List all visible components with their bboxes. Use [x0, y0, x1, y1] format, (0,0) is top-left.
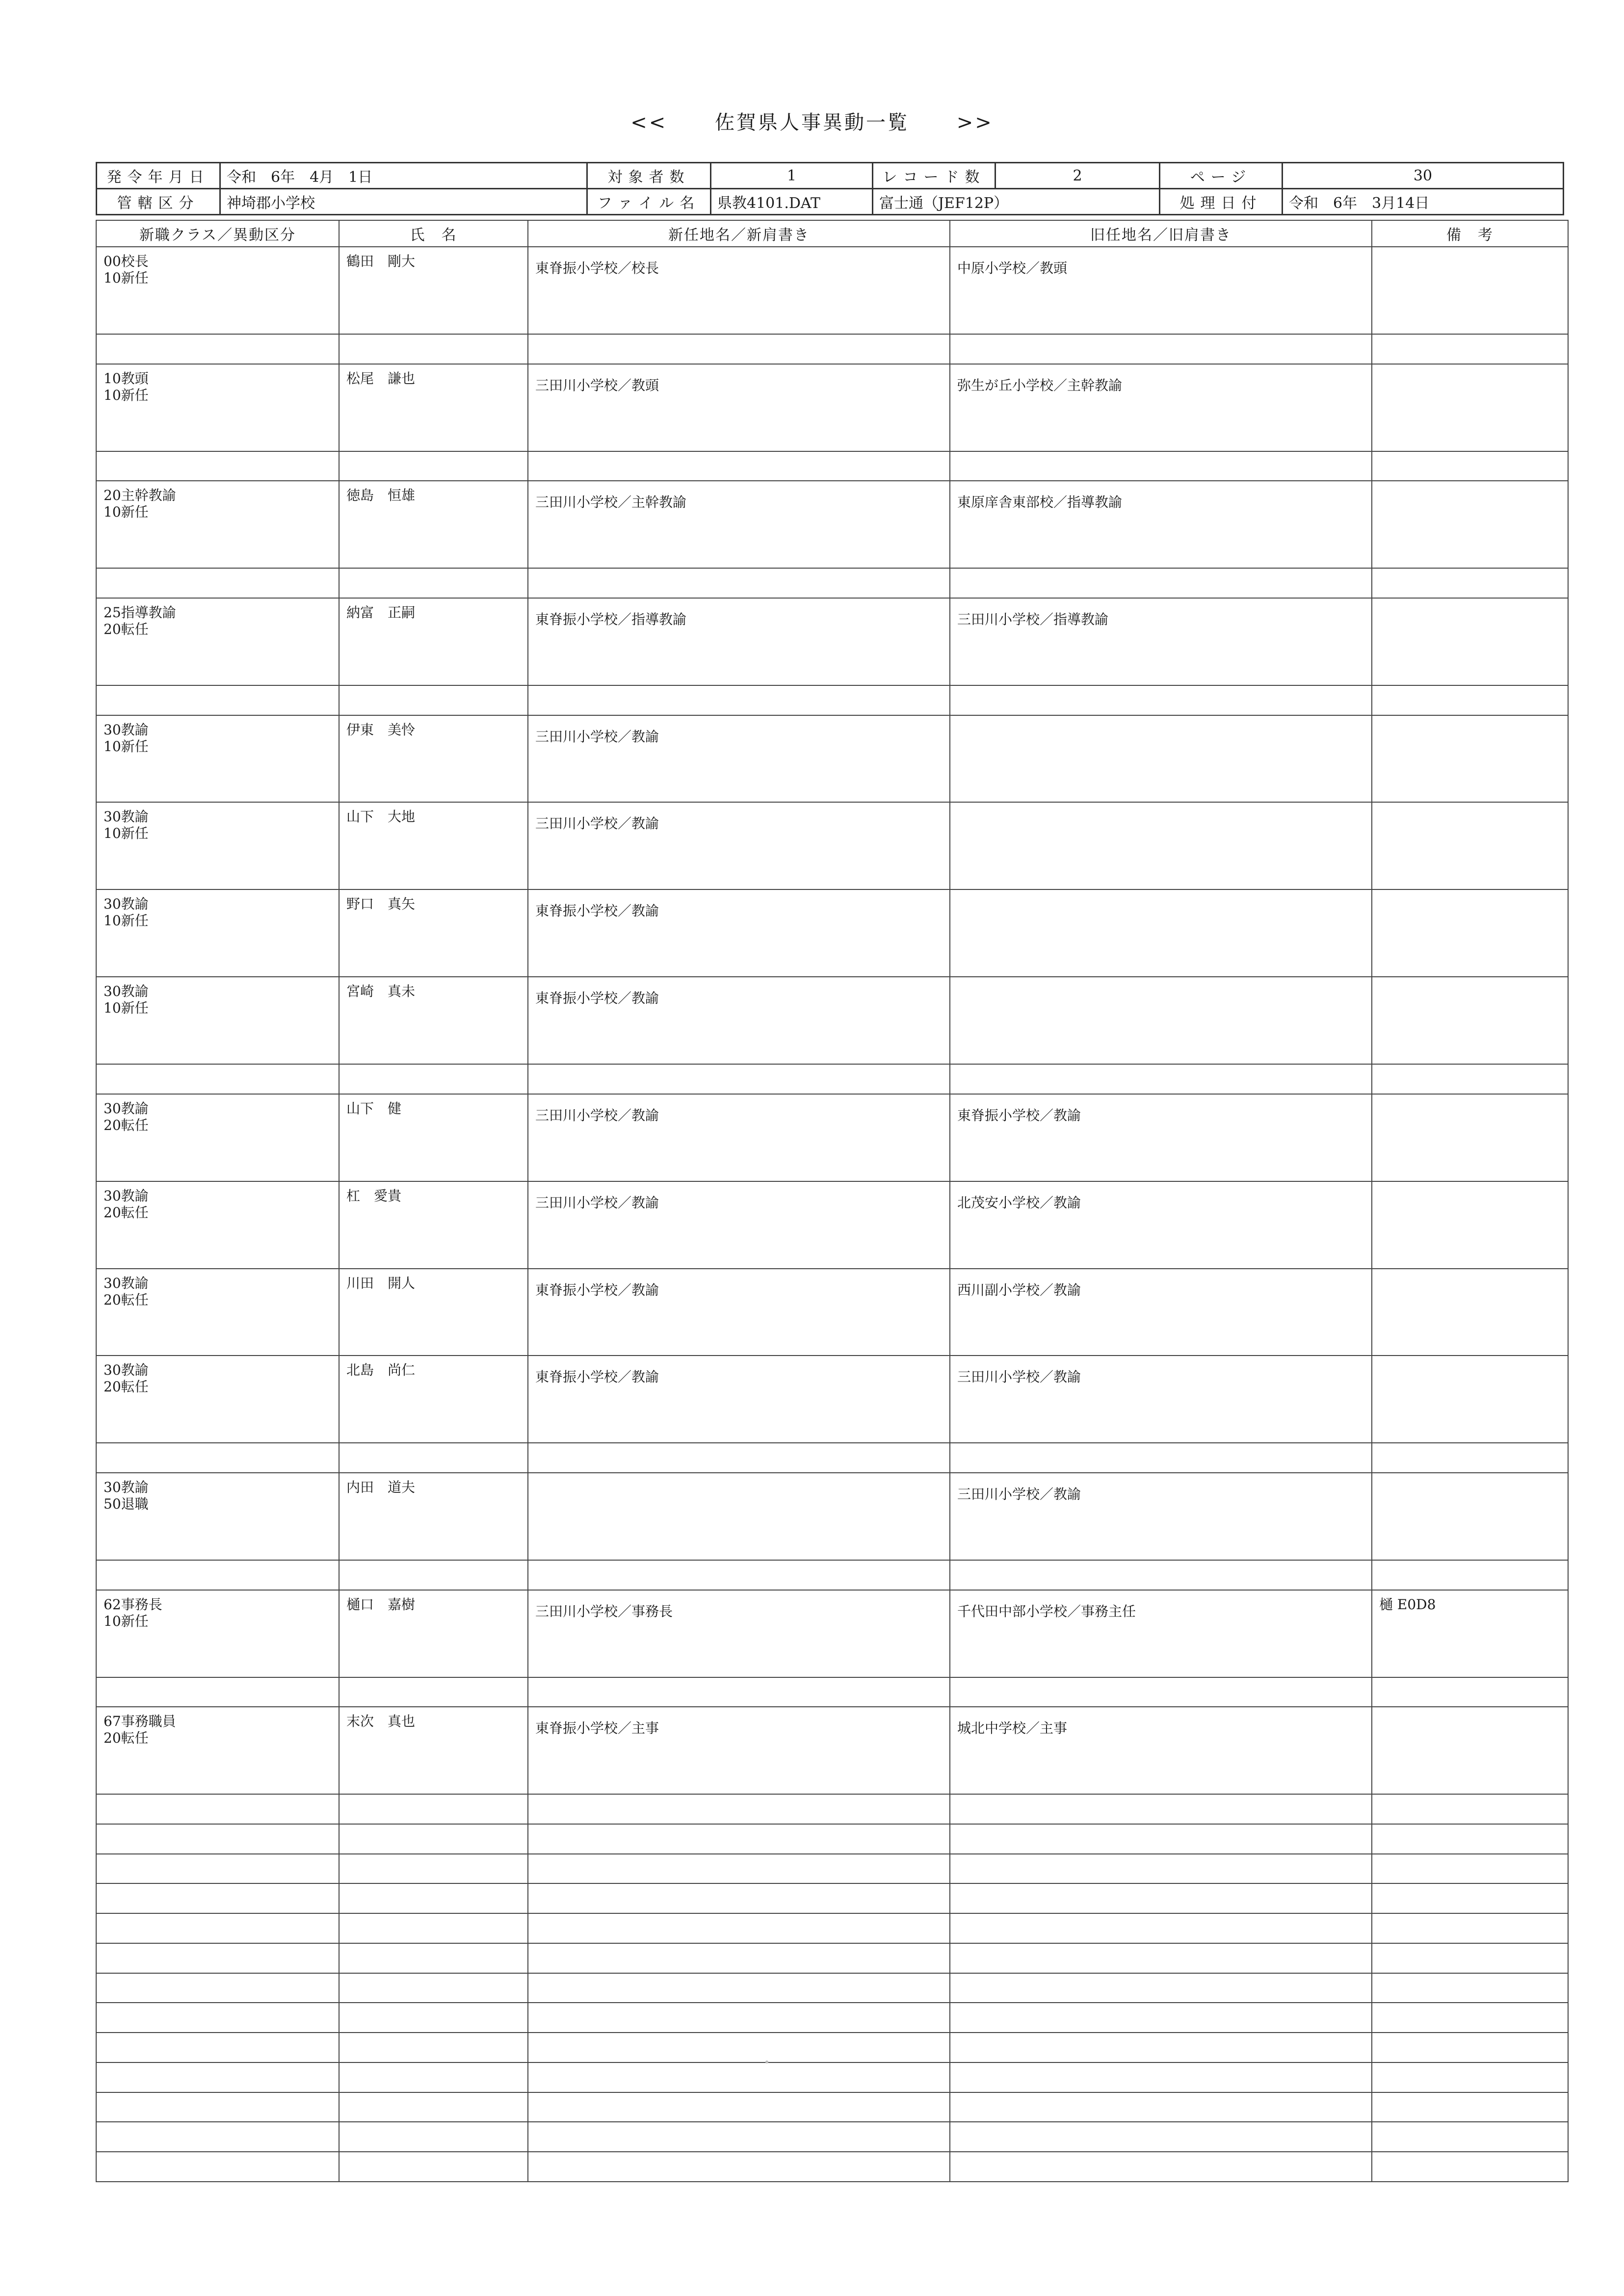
- cell-old-post: [950, 1824, 1372, 1854]
- cell-class: [96, 2003, 339, 2033]
- transfer-type-text: 20転任: [104, 1379, 149, 1395]
- cell-old-post: [950, 2033, 1372, 2062]
- transfer-type-text: 10新任: [104, 825, 149, 842]
- cell-name: [339, 2092, 528, 2122]
- document-title: [0, 107, 1624, 135]
- cell-new-post: [528, 1677, 950, 1707]
- table-header-row: [96, 220, 1568, 247]
- cell-name: [339, 1824, 528, 1854]
- cell-class: [96, 1707, 339, 1794]
- header-row-2: [97, 189, 1564, 215]
- cell-remarks: [1372, 685, 1568, 715]
- table-row: [96, 598, 1568, 685]
- cell-old-post: [950, 568, 1372, 598]
- cell-old-post: [950, 1854, 1372, 1884]
- cell-new-post: 東脊振小学校／校長: [528, 247, 950, 334]
- transfer-type-text: 10新任: [104, 1000, 149, 1017]
- cell-new-post: [528, 1883, 950, 1913]
- file-name-value: 県教4101.DAT: [711, 189, 873, 215]
- table-row: [96, 2092, 1568, 2122]
- table-row: [96, 1181, 1568, 1269]
- cell-class: [96, 1943, 339, 1973]
- cell-class: [96, 1064, 339, 1094]
- cell-class: [96, 1560, 339, 1590]
- cell-remarks: [1372, 1560, 1568, 1590]
- table-row: [96, 2062, 1568, 2092]
- cell-name: 鶴田 剛大: [339, 247, 528, 334]
- cell-remarks: [1372, 568, 1568, 598]
- cell-class: [96, 889, 339, 977]
- cell-name: 杠 愛貴: [339, 1181, 528, 1269]
- cell-new-post: 東脊振小学校／教諭: [528, 977, 950, 1064]
- table-row: [96, 1824, 1568, 1854]
- cell-old-post: [950, 1794, 1372, 1824]
- cell-remarks: [1372, 2062, 1568, 2092]
- cell-name: [339, 1794, 528, 1824]
- cell-remarks: [1372, 2122, 1568, 2152]
- cell-old-post: 東脊振小学校／教諭: [950, 1094, 1372, 1181]
- cell-old-post: [950, 1443, 1372, 1473]
- transfer-type-text: 20転任: [104, 1117, 149, 1133]
- new-class-text: 30教諭: [104, 896, 149, 913]
- table-row: [96, 2122, 1568, 2152]
- cell-remarks: [1372, 334, 1568, 364]
- new-class-text: 30教諭: [104, 1100, 149, 1117]
- new-class-text: 00校長: [104, 253, 149, 269]
- cell-remarks: [1372, 1913, 1568, 1943]
- cell-remarks: [1372, 1794, 1568, 1824]
- table-row: [96, 1913, 1568, 1943]
- transfer-type-text: 10新任: [104, 1613, 149, 1629]
- cell-name: [339, 1443, 528, 1473]
- cell-remarks: [1372, 1094, 1568, 1181]
- table-row: [96, 2033, 1568, 2062]
- cell-old-post: [950, 2152, 1372, 2182]
- cell-remarks: [1372, 1824, 1568, 1854]
- issue-date-value: 令和 6年 4月 1日: [220, 163, 587, 189]
- cell-name: 山下 健: [339, 1094, 528, 1181]
- cell-old-post: [950, 2062, 1372, 2092]
- cell-remarks: [1372, 977, 1568, 1064]
- cell-old-post: [950, 2003, 1372, 2033]
- cell-old-post: [950, 1973, 1372, 2003]
- cell-class: [96, 685, 339, 715]
- cell-name: 川田 開人: [339, 1269, 528, 1356]
- cell-remarks: [1372, 1854, 1568, 1884]
- cell-new-post: [528, 451, 950, 481]
- table-row: [96, 1064, 1568, 1094]
- cell-class: [96, 1356, 339, 1443]
- cell-remarks: [1372, 2003, 1568, 2033]
- cell-new-post: [528, 1064, 950, 1094]
- cell-remarks: [1372, 2092, 1568, 2122]
- transfer-type-text: 20転任: [104, 1204, 149, 1221]
- table-row: [96, 1590, 1568, 1677]
- transfer-type-text: 20転任: [104, 1730, 149, 1747]
- cell-old-post: 三田川小学校／教諭: [950, 1356, 1372, 1443]
- cell-remarks: [1372, 247, 1568, 334]
- cell-old-post: [950, 1677, 1372, 1707]
- cell-old-post: [950, 1064, 1372, 1094]
- cell-new-post: [528, 1913, 950, 1943]
- process-date-value: 令和 6年 3月14日: [1283, 189, 1564, 215]
- cell-remarks: [1372, 1181, 1568, 1269]
- cell-class: [96, 2092, 339, 2122]
- cell-class: [96, 1913, 339, 1943]
- cell-remarks: [1372, 1269, 1568, 1356]
- table-row: [96, 1677, 1568, 1707]
- target-count-label: 対象者数: [587, 163, 711, 189]
- cell-name: 山下 大地: [339, 802, 528, 889]
- table-row: [96, 802, 1568, 889]
- table-row: [96, 568, 1568, 598]
- cell-class: [96, 1269, 339, 1356]
- header-row-1: [97, 163, 1564, 189]
- cell-new-post: 東脊振小学校／教諭: [528, 1356, 950, 1443]
- cell-class: [96, 364, 339, 451]
- cell-name: [339, 568, 528, 598]
- cell-name: 納富 正嗣: [339, 598, 528, 685]
- cell-remarks: [1372, 1356, 1568, 1443]
- cell-new-post: 東脊振小学校／教諭: [528, 889, 950, 977]
- cell-new-post: [528, 568, 950, 598]
- cell-name: [339, 1943, 528, 1973]
- process-date-label: 処理日付: [1160, 189, 1283, 215]
- cell-remarks: [1372, 2152, 1568, 2182]
- cell-name: 徳島 恒雄: [339, 481, 528, 568]
- transfer-type-text: 10新任: [104, 504, 149, 521]
- cell-class: [96, 2122, 339, 2152]
- column-header-name: 氏 名: [339, 220, 528, 247]
- cell-class: [96, 1181, 339, 1269]
- cell-name: [339, 1677, 528, 1707]
- cell-old-post: [950, 2122, 1372, 2152]
- cell-class: [96, 598, 339, 685]
- cell-old-post: 西川副小学校／教諭: [950, 1269, 1372, 1356]
- cell-class: [96, 1973, 339, 2003]
- column-header-remarks: 備 考: [1372, 220, 1568, 247]
- table-row: [96, 1443, 1568, 1473]
- cell-new-post: [528, 2092, 950, 2122]
- cell-name: 松尾 謙也: [339, 364, 528, 451]
- cell-new-post: [528, 334, 950, 364]
- cell-class: [96, 247, 339, 334]
- cell-remarks: 樋 E0D8: [1372, 1590, 1568, 1677]
- cell-new-post: [528, 1473, 950, 1560]
- record-count-label: レコード数: [873, 163, 995, 189]
- cell-name: [339, 1064, 528, 1094]
- cell-old-post: [950, 977, 1372, 1064]
- cell-remarks: [1372, 1677, 1568, 1707]
- cell-remarks: [1372, 481, 1568, 568]
- cell-name: [339, 1913, 528, 1943]
- cell-remarks: [1372, 364, 1568, 451]
- cell-new-post: 三田川小学校／教頭: [528, 364, 950, 451]
- cell-new-post: [528, 1443, 950, 1473]
- cell-class: [96, 1443, 339, 1473]
- table-row: [96, 247, 1568, 334]
- cell-new-post: [528, 1560, 950, 1590]
- cell-class: [96, 1677, 339, 1707]
- cell-name: [339, 1883, 528, 1913]
- cell-class: [96, 2062, 339, 2092]
- cell-remarks: [1372, 1973, 1568, 2003]
- cell-name: 末次 真也: [339, 1707, 528, 1794]
- cell-remarks: [1372, 889, 1568, 977]
- cell-remarks: [1372, 451, 1568, 481]
- transfer-type-text: 10新任: [104, 270, 149, 286]
- cell-new-post: [528, 1824, 950, 1854]
- cell-new-post: [528, 2122, 950, 2152]
- cell-new-post: 東脊振小学校／主事: [528, 1707, 950, 1794]
- table-row: [96, 685, 1568, 715]
- cell-class: [96, 1473, 339, 1560]
- cell-new-post: [528, 2003, 950, 2033]
- cell-old-post: [950, 715, 1372, 803]
- table-row: [96, 1473, 1568, 1560]
- cell-remarks: [1372, 1883, 1568, 1913]
- cell-remarks: [1372, 802, 1568, 889]
- new-class-text: 30教諭: [104, 721, 149, 738]
- transfer-type-text: 50退職: [104, 1496, 149, 1513]
- cell-class: [96, 1883, 339, 1913]
- cell-old-post: [950, 802, 1372, 889]
- table-row: [96, 715, 1568, 803]
- scan-speck: [765, 2061, 768, 2063]
- cell-new-post: [528, 2033, 950, 2062]
- new-class-text: 20主幹教諭: [104, 487, 176, 504]
- cell-remarks: [1372, 715, 1568, 803]
- transfer-type-text: 10新任: [104, 913, 149, 929]
- table-row: [96, 481, 1568, 568]
- cell-name: 内田 道夫: [339, 1473, 528, 1560]
- cell-name: [339, 1560, 528, 1590]
- cell-name: 伊東 美怜: [339, 715, 528, 803]
- cell-new-post: [528, 1794, 950, 1824]
- cell-old-post: 弥生が丘小学校／主幹教諭: [950, 364, 1372, 451]
- new-class-text: 30教諭: [104, 1187, 149, 1204]
- jurisdiction-label: 管轄区分: [97, 189, 220, 215]
- title-text: 佐賀県人事異動一覧: [715, 111, 909, 134]
- cell-name: [339, 2122, 528, 2152]
- column-header-class: 新職クラス／異動区分: [96, 220, 339, 247]
- cell-class: [96, 1590, 339, 1677]
- cell-old-post: [950, 1943, 1372, 1973]
- table-row: [96, 1973, 1568, 2003]
- table-row: [96, 2003, 1568, 2033]
- cell-name: 宮崎 真未: [339, 977, 528, 1064]
- cell-new-post: 三田川小学校／教諭: [528, 715, 950, 803]
- cell-old-post: 城北中学校／主事: [950, 1707, 1372, 1794]
- cell-new-post: 三田川小学校／教諭: [528, 802, 950, 889]
- cell-old-post: [950, 2092, 1372, 2122]
- jurisdiction-value: 神埼郡小学校: [220, 189, 587, 215]
- cell-name: 北島 尚仁: [339, 1356, 528, 1443]
- cell-class: [96, 2152, 339, 2182]
- cell-old-post: 千代田中部小学校／事務主任: [950, 1590, 1372, 1677]
- table-row: [96, 1943, 1568, 1973]
- table-row: [96, 1356, 1568, 1443]
- cell-class: [96, 1094, 339, 1181]
- cell-remarks: [1372, 598, 1568, 685]
- cell-new-post: 東脊振小学校／教諭: [528, 1269, 950, 1356]
- cell-old-post: 東原庠舎東部校／指導教諭: [950, 481, 1372, 568]
- table-row: [96, 2152, 1568, 2182]
- cell-remarks: [1372, 1064, 1568, 1094]
- cell-old-post: [950, 889, 1372, 977]
- title-left-mark: <<: [630, 111, 668, 134]
- cell-class: [96, 1824, 339, 1854]
- table-row: [96, 889, 1568, 977]
- cell-new-post: [528, 1973, 950, 2003]
- new-class-text: 25指導教諭: [104, 604, 176, 621]
- cell-name: 樋口 嘉樹: [339, 1590, 528, 1677]
- table-row: [96, 1794, 1568, 1824]
- cell-name: [339, 2003, 528, 2033]
- cell-old-post: 中原小学校／教頭: [950, 247, 1372, 334]
- cell-old-post: 三田川小学校／指導教諭: [950, 598, 1372, 685]
- cell-name: [339, 2033, 528, 2062]
- cell-new-post: 三田川小学校／事務長: [528, 1590, 950, 1677]
- target-count-value: 1: [711, 163, 873, 189]
- cell-old-post: [950, 451, 1372, 481]
- cell-old-post: [950, 334, 1372, 364]
- cell-name: [339, 2062, 528, 2092]
- cell-class: [96, 715, 339, 803]
- file-name-label: ファイル名: [587, 189, 711, 215]
- new-class-text: 67事務職員: [104, 1713, 176, 1730]
- cell-new-post: 東脊振小学校／指導教諭: [528, 598, 950, 685]
- cell-new-post: 三田川小学校／教諭: [528, 1094, 950, 1181]
- table-row: [96, 1883, 1568, 1913]
- new-class-text: 10教頭: [104, 370, 149, 387]
- cell-new-post: [528, 1854, 950, 1884]
- cell-class: [96, 1794, 339, 1824]
- cell-remarks: [1372, 2033, 1568, 2062]
- table-row: [96, 334, 1568, 364]
- cell-old-post: [950, 1913, 1372, 1943]
- cell-name: 野口 真矢: [339, 889, 528, 977]
- cell-class: [96, 568, 339, 598]
- cell-class: [96, 802, 339, 889]
- cell-name: [339, 685, 528, 715]
- system-value: 富士通（JEF12P）: [873, 189, 1160, 215]
- table-row: [96, 451, 1568, 481]
- page-value: 30: [1283, 163, 1564, 189]
- cell-class: [96, 451, 339, 481]
- new-class-text: 30教諭: [104, 1275, 149, 1291]
- new-class-text: 30教諭: [104, 1479, 149, 1496]
- column-header-old-post: 旧任地名／旧肩書き: [950, 220, 1372, 247]
- table-row: [96, 977, 1568, 1064]
- transfer-table: [96, 220, 1569, 2182]
- transfer-type-text: 20転任: [104, 621, 149, 637]
- cell-new-post: [528, 2152, 950, 2182]
- transfer-type-text: 20転任: [104, 1291, 149, 1308]
- table-row: [96, 1094, 1568, 1181]
- new-class-text: 30教諭: [104, 1362, 149, 1379]
- table-row: [96, 1560, 1568, 1590]
- table-row: [96, 364, 1568, 451]
- header-table: [96, 162, 1564, 215]
- cell-name: [339, 451, 528, 481]
- new-class-text: 62事務長: [104, 1596, 162, 1613]
- cell-old-post: 北茂安小学校／教諭: [950, 1181, 1372, 1269]
- cell-new-post: 三田川小学校／教諭: [528, 1181, 950, 1269]
- cell-class: [96, 2033, 339, 2062]
- cell-old-post: [950, 1560, 1372, 1590]
- new-class-text: 30教諭: [104, 809, 149, 825]
- cell-old-post: [950, 1883, 1372, 1913]
- cell-new-post: [528, 2062, 950, 2092]
- cell-remarks: [1372, 1443, 1568, 1473]
- cell-new-post: [528, 685, 950, 715]
- cell-old-post: 三田川小学校／教諭: [950, 1473, 1372, 1560]
- column-header-new-post: 新任地名／新肩書き: [528, 220, 950, 247]
- table-row: [96, 1707, 1568, 1794]
- issue-date-label: 発令年月日: [97, 163, 220, 189]
- cell-old-post: [950, 685, 1372, 715]
- page-label: ページ: [1160, 163, 1283, 189]
- table-body: [96, 247, 1568, 2182]
- record-count-value: 2: [995, 163, 1160, 189]
- cell-class: [96, 1854, 339, 1884]
- cell-class: [96, 481, 339, 568]
- table-row: [96, 1854, 1568, 1884]
- transfer-type-text: 10新任: [104, 387, 149, 403]
- cell-new-post: 三田川小学校／主幹教諭: [528, 481, 950, 568]
- cell-name: [339, 1854, 528, 1884]
- cell-name: [339, 2152, 528, 2182]
- cell-name: [339, 1973, 528, 2003]
- title-right-mark: >>: [956, 111, 994, 134]
- cell-name: [339, 334, 528, 364]
- cell-class: [96, 334, 339, 364]
- cell-new-post: [528, 1943, 950, 1973]
- cell-remarks: [1372, 1943, 1568, 1973]
- table-row: [96, 1269, 1568, 1356]
- cell-remarks: [1372, 1473, 1568, 1560]
- cell-class: [96, 977, 339, 1064]
- cell-remarks: [1372, 1707, 1568, 1794]
- new-class-text: 30教諭: [104, 983, 149, 1000]
- transfer-type-text: 10新任: [104, 738, 149, 755]
